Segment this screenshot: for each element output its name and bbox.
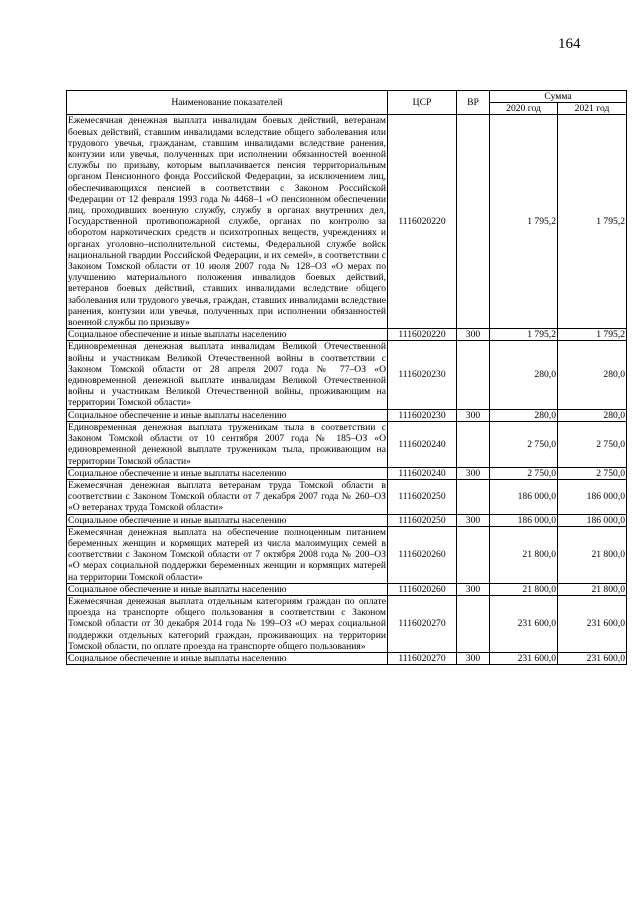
table-row (67, 479, 627, 514)
table-row (67, 421, 627, 467)
cell-vr: 300 (457, 583, 490, 595)
cell-name: Социальное обеспечение и иные выплаты населению (67, 329, 388, 341)
budget-table (66, 90, 627, 665)
cell-vr: 300 (457, 467, 490, 479)
cell-vr: 300 (457, 329, 490, 341)
cell-2021: 186 000,0 (558, 514, 627, 526)
cell-2021: 2 750,0 (558, 421, 627, 467)
cell-name: Ежемесячная денежная выплата ветеранам труда Томской области в соответствии с Законом Томской области от 7 декабря 2007 года № 260–ОЗ «О ветеранах труда Томской области» (68, 479, 386, 514)
cell-name: Социальное обеспечение и иные выплаты населению (67, 583, 388, 595)
cell-2020: 1 795,2 (490, 115, 558, 329)
cell-vr: 300 (457, 514, 490, 526)
cell-vr: 300 (457, 409, 490, 421)
cell-2021: 231 600,0 (558, 595, 627, 652)
table-row-subtotal (67, 329, 627, 341)
table-row-subtotal (67, 514, 627, 526)
table-row (67, 526, 627, 583)
cell-csr: 1116020240 (388, 421, 457, 467)
cell-csr: 1116020250 (388, 514, 457, 526)
cell-2020: 186 000,0 (490, 479, 558, 514)
cell-csr: 1116020260 (388, 583, 457, 595)
cell-2020: 21 800,0 (490, 526, 558, 583)
cell-csr: 1116020220 (388, 329, 457, 341)
cell-name: Социальное обеспечение и иные выплаты населению (67, 467, 388, 479)
cell-2021: 2 750,0 (558, 467, 627, 479)
cell-vr (457, 595, 490, 652)
cell-csr: 1116020220 (388, 115, 457, 329)
cell-name: Ежемесячная денежная выплата отдельным категориям граждан по оплате проезда на транспорте общего пользования в соответствии с Законом Томской области от 30 декабря 2014 года № 199–ОЗ «О мерах социальной поддержки отдельных категорий граждан, проживающих на территории Томской области, по оплате проезда на транспорте общего пользования» (68, 595, 386, 652)
table-row-subtotal (67, 467, 627, 479)
cell-2021: 21 800,0 (558, 583, 627, 595)
cell-2021: 280,0 (558, 409, 627, 421)
page-number: 164 (558, 36, 581, 52)
cell-name: Единовременная денежная выплата труженикам тыла в соответствии с Законом Томской области от 10 сентября 2007 года № 185–ОЗ «О единовременной денежной выплате труженикам тыла, проживающим на территории Томской области» (68, 421, 386, 467)
cell-csr: 1116020250 (388, 479, 457, 514)
cell-name: Социальное обеспечение и иные выплаты населению (67, 514, 388, 526)
cell-name: Ежемесячная денежная выплата на обеспечение полноценным питанием беременных женщин и кормящих матерей из числа малоимущих семей в соответствии с Законом Томской области от 7 октября 2008 года № 200–ОЗ «О мерах социальной поддержки беременных женщин и кормящих матерей на территории Томской области» (68, 526, 386, 583)
cell-name: Социальное обеспечение и иные выплаты населению (67, 652, 388, 664)
cell-vr (457, 479, 490, 514)
cell-2020: 1 795,2 (490, 329, 558, 341)
cell-name: Единовременная денежная выплата инвалидам Великой Отечественной войны и участникам Великой Отечественной войны в соответствии с Законом Томской области от 28 апреля 2007 года № 77–ОЗ «О единовременной денежной выплате инвалидам Великой Отечественной войны и участникам Великой Отечественной войны, проживающим на территории Томской области» (68, 341, 386, 409)
cell-2021: 21 800,0 (558, 526, 627, 583)
header-year-2021: 2021 год (558, 103, 627, 115)
table-row-subtotal (67, 652, 627, 664)
cell-2020: 280,0 (490, 341, 558, 409)
cell-vr (457, 526, 490, 583)
cell-csr: 1116020270 (388, 595, 457, 652)
cell-2021: 1 795,2 (558, 329, 627, 341)
table-row (67, 341, 627, 409)
table-body (67, 115, 627, 665)
table-row (67, 595, 627, 652)
cell-vr (457, 115, 490, 329)
header-vr: ВР (457, 91, 490, 115)
cell-vr: 300 (457, 652, 490, 664)
header-year-2020: 2020 год (490, 103, 558, 115)
cell-2020: 2 750,0 (490, 467, 558, 479)
cell-csr: 1116020230 (388, 341, 457, 409)
table-row (67, 115, 627, 329)
cell-vr (457, 421, 490, 467)
cell-2020: 186 000,0 (490, 514, 558, 526)
table-row-subtotal (67, 583, 627, 595)
cell-2021: 280,0 (558, 341, 627, 409)
cell-vr (457, 341, 490, 409)
cell-name: Социальное обеспечение и иные выплаты населению (67, 409, 388, 421)
cell-csr: 1116020230 (388, 409, 457, 421)
cell-2020: 2 750,0 (490, 421, 558, 467)
cell-csr: 1116020260 (388, 526, 457, 583)
cell-name: Ежемесячная денежная выплата инвалидам боевых действий, ветеранам боевых действий, ставшим инвалидами вследствие общего заболевания или трудового увечья, гражданам, ставшим инвалидами вследствие ранения, контузии или увечья, полученных при исполнении обязанностей военной службы по призыву, которым выплачивается пенсия территориальным органом Пенсионного фонда Российской Федерации, за исключением лиц, обеспечивающихся пенсией в соответствии с Законом Российской Федерации от 12 февраля 1993 года № 4468–1 «О пенсионном обеспечении лиц, проходивших военную службу, службу в органах внутренних дел, Государственной противопожарной службе, органах по контролю за оборотом наркотических средств и психотропных веществ, учреждениях и органах уголовно–исполнительной системы, Федеральной службе войск национальной гвардии Российской Федерации, и их семей», в соответствии с Законом Томской области от 10 июля 2007 года № 128–ОЗ «О мерах по улучшению материального положения инвалидов боевых действий, ветеранов боевых действий, ставших инвалидами вследствие общего заболевания или трудового увечья, граждан, ставших инвалидами вследствие ранения, контузии или увечья, полученных при исполнении обязанностей военной службы по призыву» (68, 115, 386, 329)
cell-csr: 1116020240 (388, 467, 457, 479)
cell-2021: 186 000,0 (558, 479, 627, 514)
header-sum: Сумма (490, 91, 627, 103)
cell-2020: 231 600,0 (490, 652, 558, 664)
cell-2021: 231 600,0 (558, 652, 627, 664)
header-name: Наименование показателей (67, 91, 388, 115)
cell-2020: 280,0 (490, 409, 558, 421)
header-csr: ЦСР (388, 91, 457, 115)
header-row (67, 91, 627, 103)
table-row-subtotal (67, 409, 627, 421)
cell-2020: 21 800,0 (490, 583, 558, 595)
cell-2020: 231 600,0 (490, 595, 558, 652)
cell-csr: 1116020270 (388, 652, 457, 664)
cell-2021: 1 795,2 (558, 115, 627, 329)
